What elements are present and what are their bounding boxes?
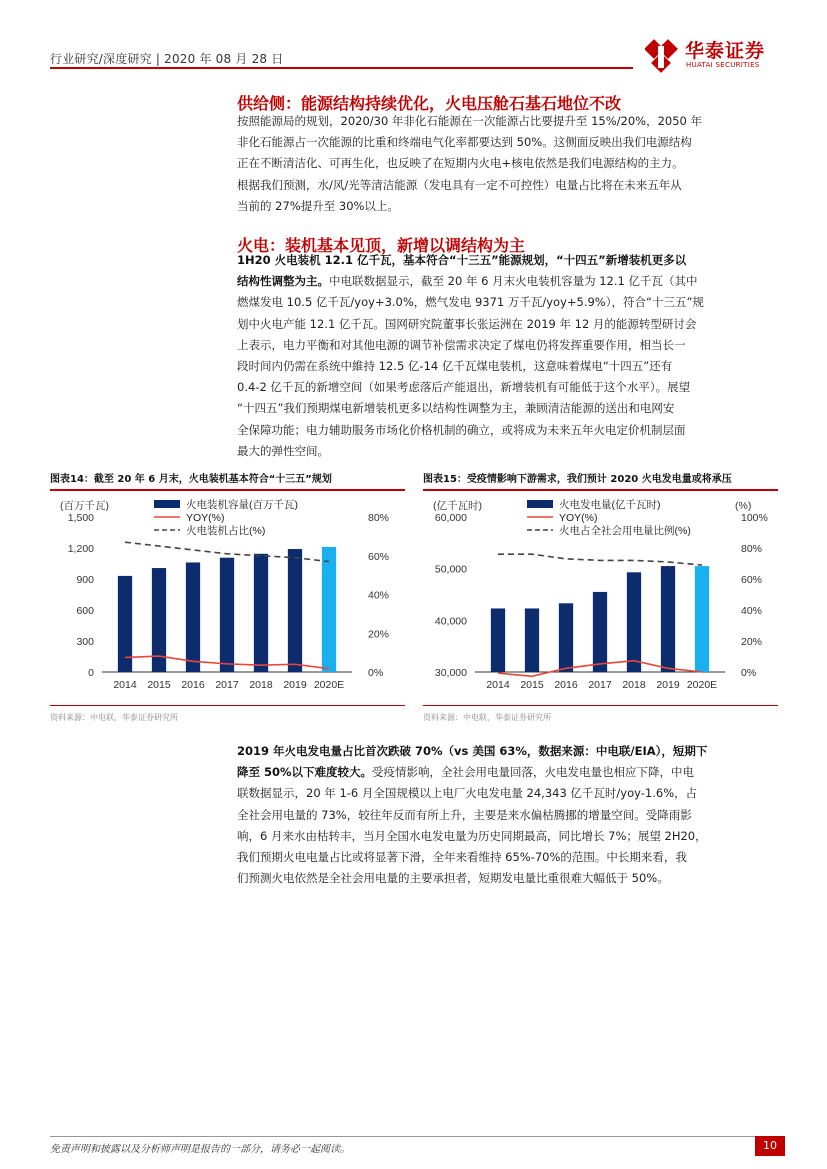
y2-tick-label: 0%: [368, 667, 384, 679]
text-line: 非化石能源占一次能源的比重和终端电气化率都要达到 50%。这侧面反映出我们电源结构: [237, 135, 692, 150]
bold-lead-text: 2019 年火电发电量占比首次跌破 70%（vs 美国 63%，数据来源：中电联/EIA），短期下: [237, 744, 708, 758]
y2-tick-label: 80%: [741, 543, 763, 555]
paragraph-supply-side: [237, 111, 777, 217]
text-line: 我们预期火电电量占比或将显著下滑，全年来看维持 65%-70%的范围。中长期来看，我: [237, 850, 687, 865]
bar-2015: [525, 608, 539, 672]
footer-divider: [50, 1136, 777, 1137]
text-line: [237, 741, 777, 762]
text-line: 最大的弹性空间。: [237, 443, 329, 458]
x-tick-label: 2019: [283, 679, 307, 691]
legend-label-bar: 火电装机容量(百万千瓦): [186, 499, 298, 511]
text-line: 燃煤发电 10.5 亿千瓦/yoy+3.0%，燃气发电 9371 万千瓦/yoy+5.9%），符合“十三五”规: [237, 295, 704, 310]
legend-label-bar: 火电发电量(亿千瓦时): [559, 499, 661, 511]
text-line: 响，6 月来水由枯转丰，当月全国水电发电量为历史同期最高，同比增长 7%；展望 2H20，: [237, 828, 707, 843]
y-tick-label: 0: [88, 667, 94, 679]
bar-2020E: [322, 547, 336, 672]
x-tick-label: 2019: [656, 679, 680, 691]
text-line: [237, 271, 777, 292]
text-line: 正在不断清洁化、可再生化，也反映了在短期内火电+核电依然是我们电源结构的主力。: [237, 156, 684, 171]
text-line: “十四五”我们预期煤电新增装机更多以结构性调整为主，兼顾清洁能源的送出和电网安: [237, 401, 675, 416]
bar-2018: [627, 572, 641, 672]
y2-axis-unit-label: (%): [735, 500, 752, 512]
section-title-supply-side: 供给侧：能源结构持续优化，火电压舱石基石地位不改: [237, 94, 622, 113]
bold-lead-text: 降至 50%以下难度较大。: [237, 765, 373, 780]
footer-disclaimer: 免责声明和披露以及分析师声明是报告的一部分，请务必一起阅读。: [50, 1144, 350, 1155]
y-tick-label: 60,000: [434, 512, 467, 524]
text-span: 中电联数据显示，截至 20 年 6 月末火电装机容量为 12.1 亿千瓦（其中: [329, 274, 698, 289]
report-header-text: 行业研究/深度研究 | 2020 年 08 月 28 日: [50, 52, 284, 66]
x-tick-label: 2018: [249, 679, 273, 691]
bar-2014: [491, 608, 505, 672]
section-title-thermal-power: 火电：装机基本见顶，新增以调结构为主: [237, 236, 526, 255]
y-tick-label: 600: [76, 605, 94, 617]
page-number: 10: [755, 1136, 785, 1156]
figure14-chart: [50, 495, 410, 700]
bold-lead-text: 结构性调整为主。: [237, 274, 329, 289]
x-tick-label: 2018: [622, 679, 646, 691]
y2-tick-label: 20%: [741, 636, 763, 648]
figure15-caption: 图表15：受疫情影响下游需求，我们预计 2020 火电发电量或将承压: [423, 474, 732, 485]
figure15-caption-divider: [423, 489, 778, 491]
x-tick-label: 2020E: [313, 679, 345, 691]
y-tick-label: 900: [76, 574, 94, 586]
x-tick-label: 2014: [486, 679, 510, 691]
text-line: 全社会用电量的 73%，较往年反而有所上升，主要是来水偏枯腾挪的增量空间。受降雨影: [237, 807, 692, 822]
legend-swatch-bar: [154, 500, 180, 508]
y-tick-label: 1,500: [67, 512, 94, 524]
y2-tick-label: 40%: [368, 589, 390, 602]
x-tick-label: 2015: [520, 679, 544, 691]
header-divider: [50, 67, 633, 69]
legend-swatch-bar: [527, 500, 553, 508]
paragraph-generation-share: [237, 741, 777, 889]
y2-tick-label: 80%: [368, 512, 390, 524]
text-line: 段时间内仍需在系统中維持 12.5 亿-14 亿千瓦煤电装机，这意味着煤电“十四五”还有: [237, 359, 673, 374]
text-line: 按照能源局的规划，2020/30 年非化石能源在一次能源占比要提升至 15%/20%，2050 年: [237, 114, 702, 128]
y2-tick-label: 40%: [741, 605, 763, 617]
text-line: 当前的 27%提升至 30%以上。: [237, 198, 399, 213]
y2-tick-label: 60%: [741, 574, 763, 586]
figure15-source-divider: [423, 705, 778, 706]
bold-lead-text: 1H20 火电装机 12.1 亿千瓦，基本符合“十三五”能源规划，“十四五”新增装机更多以: [237, 253, 687, 267]
bar-2019: [661, 566, 675, 672]
x-tick-label: 2020E: [686, 679, 718, 691]
bar-2018: [254, 554, 268, 672]
legend-label-yoy: YOY(%): [559, 512, 598, 524]
figure14-caption: 图表14：截至 20 年 6 月末，火电装机基本符合“十三五”规划: [50, 474, 332, 485]
text-line: 0.4-2 亿千瓦的新增空间（如果考虑落后产能退出，新增装机有可能低于这个水平）。展望: [237, 380, 691, 395]
legend-label-share: 火电装机占比(%): [186, 525, 266, 537]
x-tick-label: 2015: [147, 679, 171, 691]
figure14-source: 资料来源：中电联，华泰证券研究所: [50, 713, 178, 722]
y-axis-unit-label: (亿千瓦时): [433, 500, 482, 512]
bar-2020E: [695, 566, 709, 672]
y-tick-label: 300: [76, 636, 94, 648]
figure14-svg: [50, 495, 410, 700]
text-line: 划中火电产能 12.1 亿千瓦。国网研究院董事长张运洲在 2019 年 12 月的能源转型研讨会: [237, 316, 697, 331]
y2-tick-label: 0%: [741, 667, 757, 679]
figure15-chart: [423, 495, 783, 700]
x-tick-label: 2017: [588, 679, 612, 691]
bar-2017: [593, 592, 607, 672]
text-line: [237, 250, 777, 271]
logo-english-name: HUATAI SECURITIES: [686, 61, 760, 69]
bar-2017: [220, 558, 234, 672]
huatai-logo: [645, 36, 785, 76]
bar-2016: [559, 603, 573, 672]
y-tick-label: 30,000: [434, 667, 467, 679]
y2-tick-label: 20%: [368, 628, 390, 641]
legend-label-yoy: YOY(%): [186, 512, 225, 524]
bar-2019: [288, 549, 302, 672]
series-line-share: [498, 554, 702, 565]
huatai-logo-icon: [645, 36, 681, 76]
y-tick-label: 1,200: [67, 543, 94, 555]
y2-tick-label: 60%: [368, 550, 390, 563]
legend-label-share: 火电占全社会用电量比例(%): [559, 525, 691, 537]
logo-chinese-name: 华泰证券: [685, 40, 766, 62]
x-tick-label: 2017: [215, 679, 239, 691]
text-line: 联数据显示，20 年 1-6 月全国规模以上电厂火电发电量 24,343 亿千瓦时/yoy-1.6%，占: [237, 786, 698, 801]
y-tick-label: 50,000: [434, 563, 467, 576]
figure14-source-divider: [50, 705, 405, 706]
paragraph-thermal-power: [237, 250, 777, 462]
text-line: [237, 762, 777, 783]
text-span: 受疫情影响，全社会用电量回落，火电发电量也相应下降，中电: [372, 765, 695, 780]
figure15-svg: [423, 495, 783, 700]
y-tick-label: 40,000: [434, 615, 467, 628]
figure15-source: 资料来源：中电联，华泰证券研究所: [423, 713, 551, 722]
y2-tick-label: 100%: [741, 512, 768, 524]
x-tick-label: 2016: [181, 679, 205, 691]
x-tick-label: 2014: [113, 679, 137, 691]
text-line: 上表示，电力平衡和对其他电源的调节补偿需求决定了煤电仍将发挥重要作用，相当长一: [237, 337, 686, 352]
text-line: 根据我们预测，水/风/光等清洁能源（发电具有一定不可控性）电量占比将在未来五年从: [237, 177, 682, 192]
text-line: 全保障功能；电力辅助服务市场化价格机制的确立，或将成为未来五年火电定价机制层面: [237, 422, 686, 437]
y-axis-unit-label: (百万千瓦): [60, 500, 109, 512]
figure14-caption-divider: [50, 489, 405, 491]
bar-2016: [186, 562, 200, 672]
x-tick-label: 2016: [554, 679, 578, 691]
text-line: 们预测火电依然是全社会用电量的主要承担者，短期发电量比重很难大幅低于 50%。: [237, 871, 669, 886]
